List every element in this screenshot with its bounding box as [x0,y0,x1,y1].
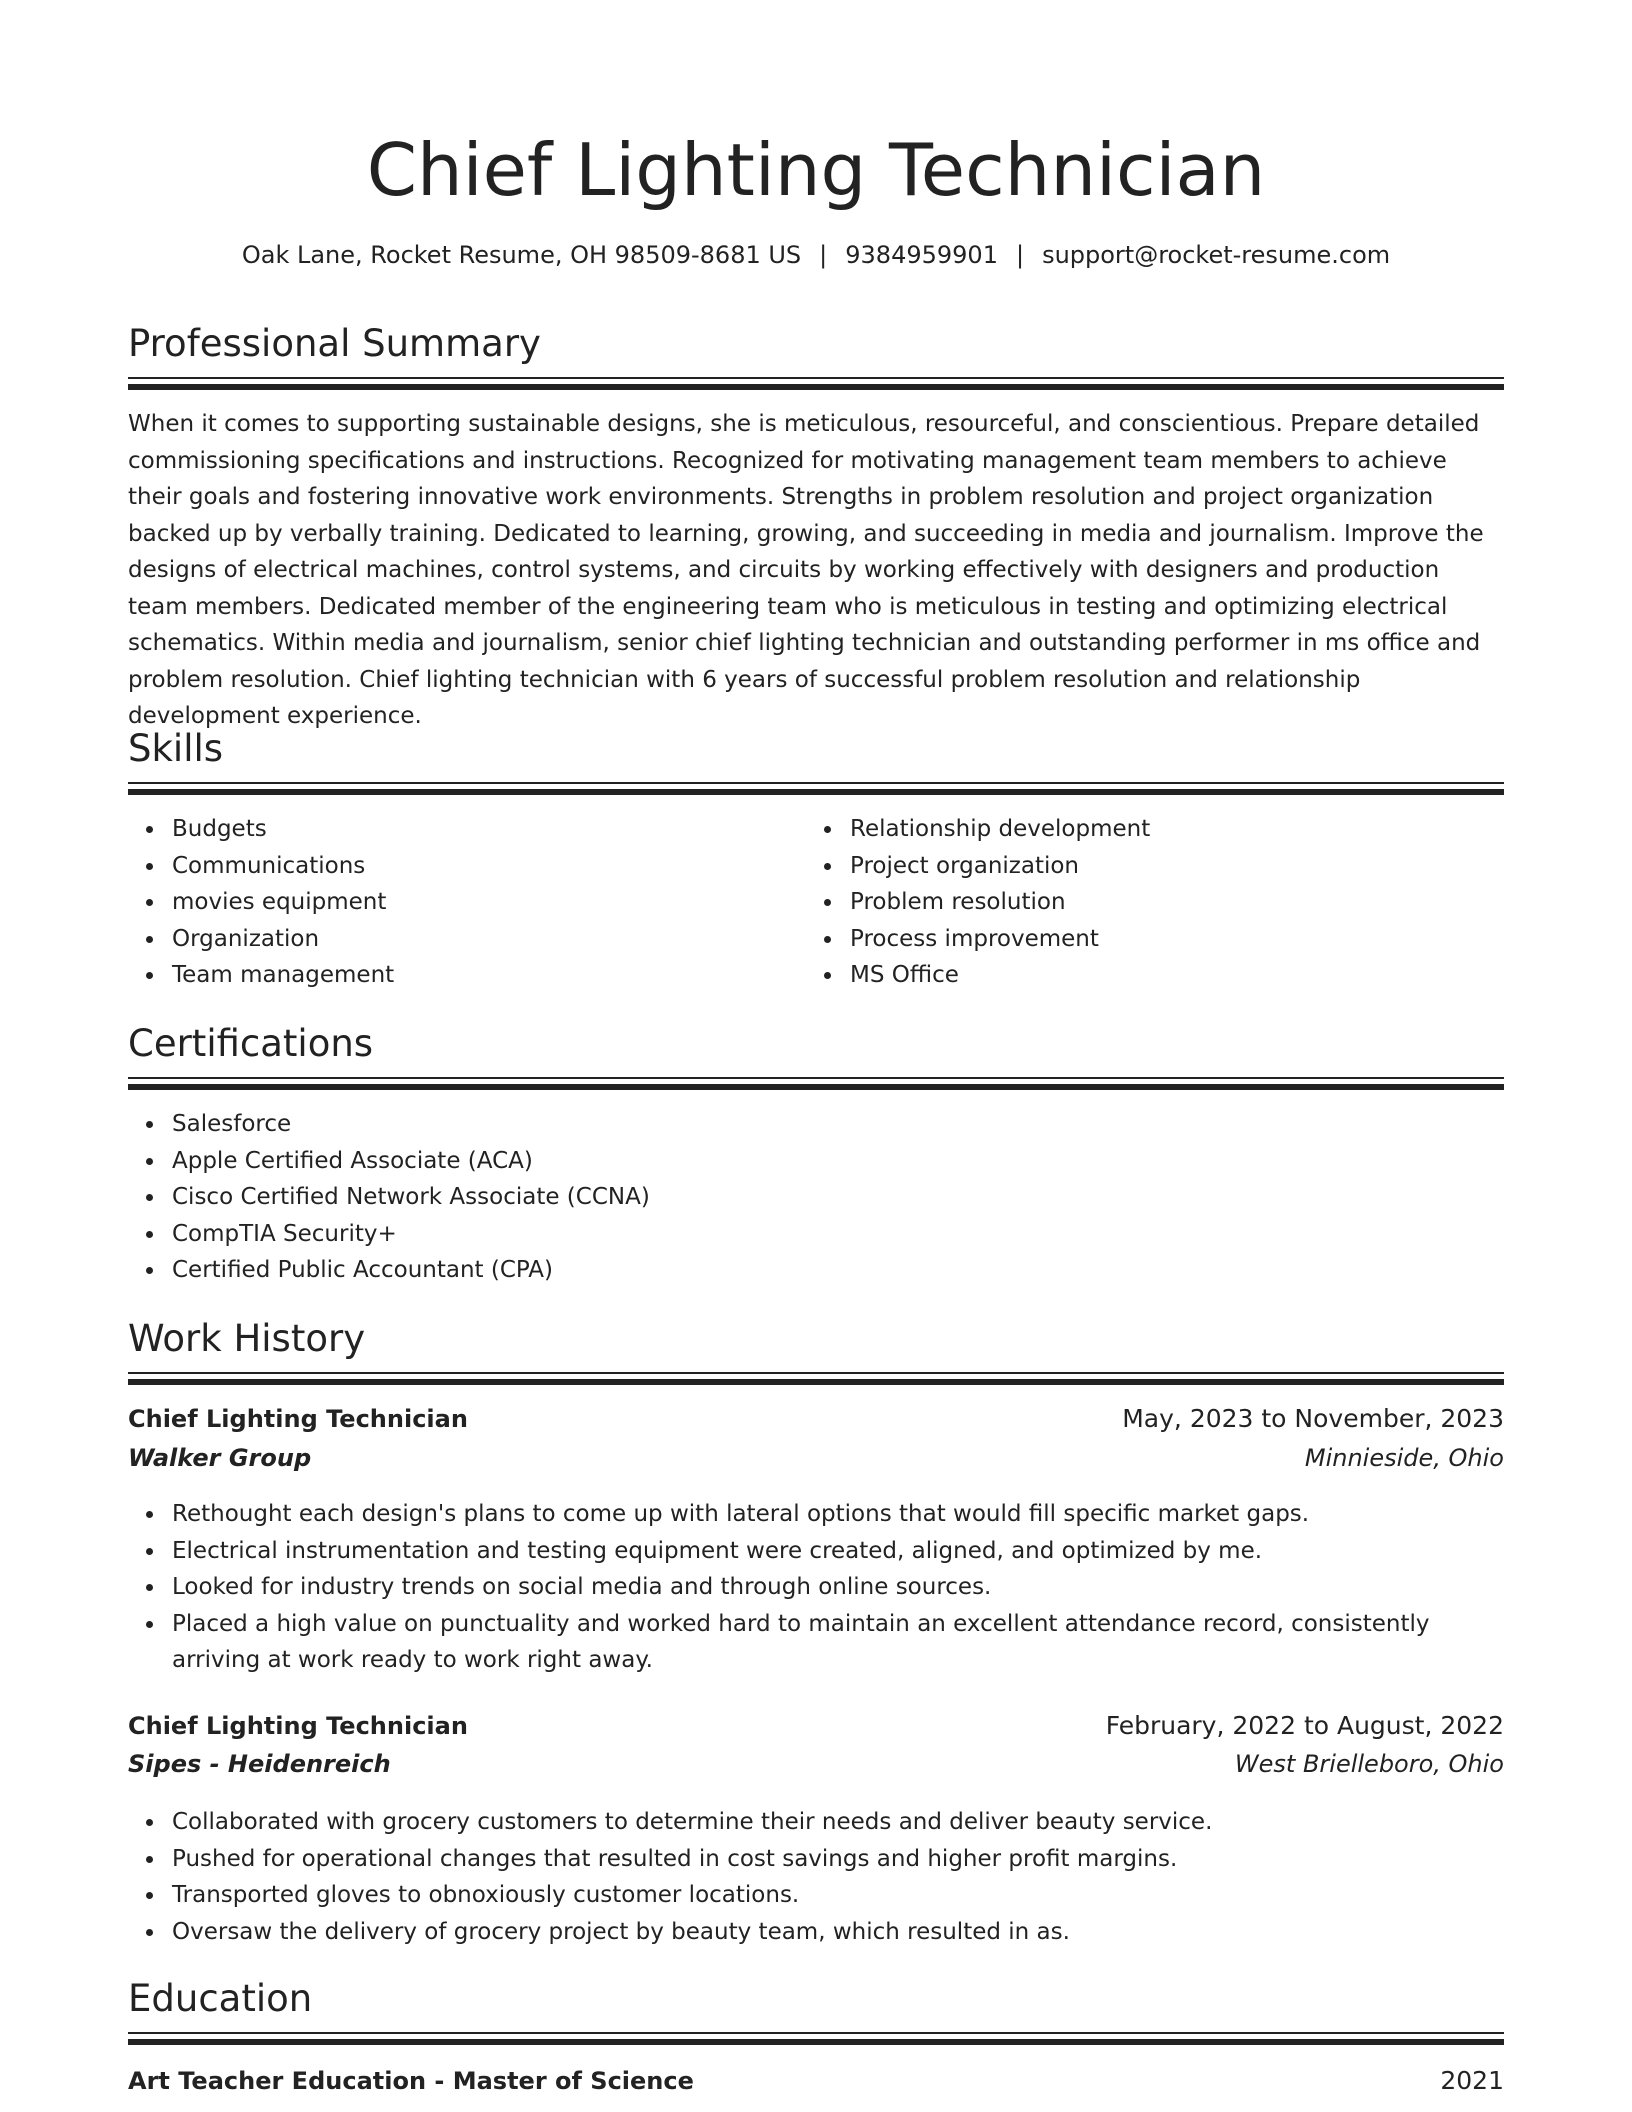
job-location: West Brielleboro, Ohio [1234,1750,1504,1778]
contact-address: Oak Lane, Rocket Resume, OH 98509-8681 US [241,241,802,269]
responsibility-item: Transported gloves to obnoxiously customer locations. [172,1877,1504,1914]
resume-name: Chief Lighting Technician [366,128,1266,212]
section-divider [128,1372,1504,1386]
skill-item: movies equipment [172,884,788,921]
education-degree: Art Teacher Education - Master of Science [128,2067,694,2095]
skills-list-left [128,811,788,994]
responsibility-item: Electrical instrumentation and testing equipment were created, aligned, and optimized by me. [172,1533,1504,1570]
responsibility-item: Collaborated with grocery customers to determine their needs and deliver beauty service. [172,1804,1504,1841]
section-divider [128,377,1504,391]
summary-text: When it comes to supporting sustainable designs, she is meticulous, resourceful, and conscientious. Prepare detailed commissioning specifications and instructions. Recognized for motivating management team members to achieve their goals and fostering innovative work environments. Strengths in problem resolution and project organization backed up by verbally training. Dedicated to learning, growing, and succeeding in media and journalism. Improve the designs of electrical machines, control systems, and circuits by working effectively with designers and production team members. Dedicated member of the engineering team who is meticulous in testing and optimizing electrical schematics. Within media and journalism, senior chief lighting technician and outstanding performer in ms office and problem resolution. Chief lighting technician with 6 years of successful problem resolution and relationship development experience. [128,411,1484,729]
job-header [128,1711,1504,1749]
skill-item: Process improvement [850,921,1466,958]
certification-item: Certified Public Accountant (CPA) [172,1252,1128,1289]
skills-heading: Skills [128,727,224,770]
summary-heading: Professional Summary [128,322,541,365]
responsibility-item: Pushed for operational changes that resulted in cost savings and higher profit margins. [172,1841,1504,1878]
job-header [128,1404,1504,1442]
job-subheader [128,1444,1504,1482]
section-divider [128,782,1504,796]
skill-item: Budgets [172,811,788,848]
contact-email: support@rocket-resume.com [1042,241,1391,269]
section-divider [128,2032,1504,2046]
contact-line [128,238,1504,272]
job-subheader [128,1750,1504,1788]
job-company: Sipes - Heidenreich [128,1750,391,1778]
job-title: Chief Lighting Technician [128,1405,468,1433]
education-year: 2021 [1440,2066,1504,2095]
job-responsibilities [128,1496,1504,1679]
responsibility-item: Rethought each design's plans to come up with lateral options that would fill specific market gaps. [172,1496,1504,1533]
responsibility-item: Placed a high value on punctuality and worked hard to maintain an excellent attendance record, consistently arriving at work ready to work right away. [172,1606,1504,1679]
education-heading: Education [128,1977,313,2020]
job-title: Chief Lighting Technician [128,1712,468,1740]
contact-separator: | [819,241,828,269]
certification-item: CompTIA Security+ [172,1216,1128,1253]
job-location: Minnieside, Ohio [1304,1444,1504,1472]
contact-separator: | [1015,241,1025,269]
skill-item: Project organization [850,848,1466,885]
responsibility-item: Looked for industry trends on social media and through online sources. [172,1569,1504,1606]
skill-item: MS Office [850,957,1466,994]
certifications-list [128,1106,1128,1289]
contact-phone: 9384959901 [845,241,998,269]
certification-item: Cisco Certified Network Associate (CCNA) [172,1179,1128,1216]
certification-item: Salesforce [172,1106,1128,1143]
certification-item: Apple Certified Associate (ACA) [172,1143,1128,1180]
skill-item: Communications [172,848,788,885]
work-history-heading: Work History [128,1317,366,1360]
skill-item: Relationship development [850,811,1466,848]
skill-item: Organization [172,921,788,958]
section-divider [128,1077,1504,1091]
job-responsibilities [128,1804,1504,1950]
skill-item: Team management [172,957,788,994]
job-company: Walker Group [128,1444,312,1472]
certifications-heading: Certifications [128,1022,374,1065]
education-entry [128,2066,1504,2095]
job-dates: February, 2022 to August, 2022 [1105,1711,1504,1740]
responsibility-item: Oversaw the delivery of grocery project by beauty team, which resulted in as. [172,1914,1504,1951]
skills-list-right [806,811,1466,994]
skill-item: Problem resolution [850,884,1466,921]
job-dates: May, 2023 to November, 2023 [1122,1404,1504,1433]
